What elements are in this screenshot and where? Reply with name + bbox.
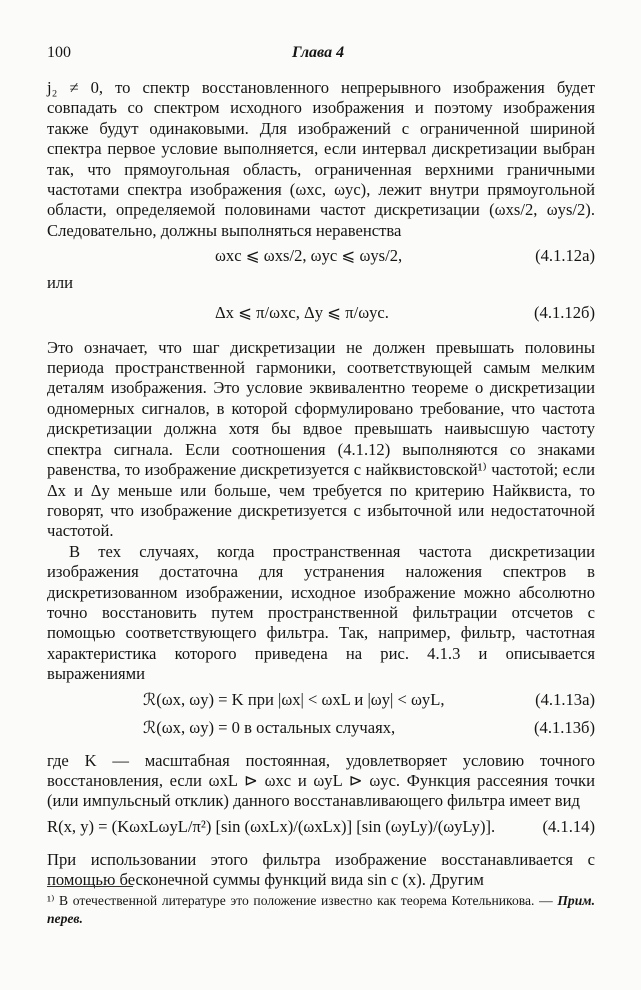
- equation-number: (4.1.12а): [535, 246, 595, 266]
- equation-expression: ωxc ⩽ ωxs/2, ωyc ⩽ ωys/2,: [215, 246, 403, 266]
- paragraph-nyquist: Это означает, что шаг дискретизации не должен превышать половины периода пространственной гармоники, соответствующей самым мелким деталям изображения. Это условие эквивалентно теореме о дискретизации одномерных сигналов, в которой сформулировано требование, что частота дискретизации должна хотя бы вдвое превышать наивысшую частоту спектра сигнала. Если соотношения (4.1.12) выполняются со знаками равенства, то изображение дискретизуется с найквистовской¹⁾ частотой; если Δx и Δy меньше или больше, чем требуется по критерию Найквиста, то говорят, что изображение дискретизуется с избыточной или недостаточной частотой.: [47, 337, 595, 541]
- equation-expression: R(x, y) = (KωxLωyL/π²) [sin (ωxLx)/(ωxLx)] [sin (ωyLy)/(ωyLy)].: [47, 816, 496, 836]
- paragraph-sinc: При использовании этого фильтра изображение восстанавливается с помощью бесконечной суммы функций вида sin c (x). Другим: [47, 849, 595, 890]
- chapter-title: Глава 4: [292, 44, 345, 61]
- footnote-divider: [47, 886, 133, 887]
- equation-number: (4.1.13а): [535, 689, 595, 709]
- running-header: [47, 44, 594, 64]
- equation-4-1-13a: [47, 687, 595, 713]
- paragraph-filter: где K — масштабная постоянная, удовлетворяет условию точного восстановления, если ωxL ⊳ ωxc и ωyL ⊳ ωyc. Функция рассеяния точки (или импульсный отклик) данного восстанавливающего фильтра имеет вид: [47, 750, 595, 811]
- main-text: [47, 78, 595, 891]
- equation-expression: Δx ⩽ π/ωxc, Δy ⩽ π/ωyc.: [215, 302, 389, 322]
- paragraph-reconstruction: В тех случаях, когда пространственная частота дискретизации изображения достаточна для устранения наложения спектров в дискретизованном изображении, исходное изображение можно абсолютно точно восстановить путем пространственной фильтрации отсчетов с помощью соответствующего фильтра. Так, например, фильтр, частотная характеристика которого приведена на рис. 4.1.3 и описывается выражениями: [47, 541, 595, 684]
- footnote-editor-note: Прим. перев.: [47, 893, 595, 926]
- equation-expression: ℛ(ωx, ωy) = 0 в остальных случаях,: [143, 717, 396, 737]
- conjunction-text: или: [47, 273, 74, 293]
- equation-number: (4.1.12б): [534, 302, 595, 322]
- footnote-text: ¹⁾ В отечественной литературе это положение известно как теорема Котельникова. —: [47, 893, 553, 908]
- equation-number: (4.1.13б): [534, 717, 595, 737]
- paragraph-continued: j₂ ≠ 0, то спектр восстановленного непрерывного изображения будет совпадать со спектром исходного изображения и поэтому изображения также будут одинаковыми. Для изображений с ограниченной шириной спектра первое условие выполняется, если интервал дискретизации выбран так, что прямоугольная область, ограниченная верхними граничными частотами спектра изображения (ωxc, ωyc), лежит внутри прямоугольной области, определяемой половинами частот дискретизации (ωxs/2, ωys/2). Следовательно, должны выполняться неравенства: [47, 78, 595, 240]
- equation-4-1-14: [47, 814, 595, 840]
- equation-number: (4.1.14): [542, 816, 595, 836]
- equation-4-1-12b: [47, 300, 595, 326]
- equation-expression: ℛ(ωx, ωy) = K при |ωx| < ωxL и |ωy| < ωyL,: [143, 689, 445, 709]
- equation-4-1-13b: [47, 715, 595, 741]
- page-number: 100: [47, 44, 71, 61]
- equation-4-1-12a: [47, 243, 595, 269]
- footnote: [47, 892, 595, 928]
